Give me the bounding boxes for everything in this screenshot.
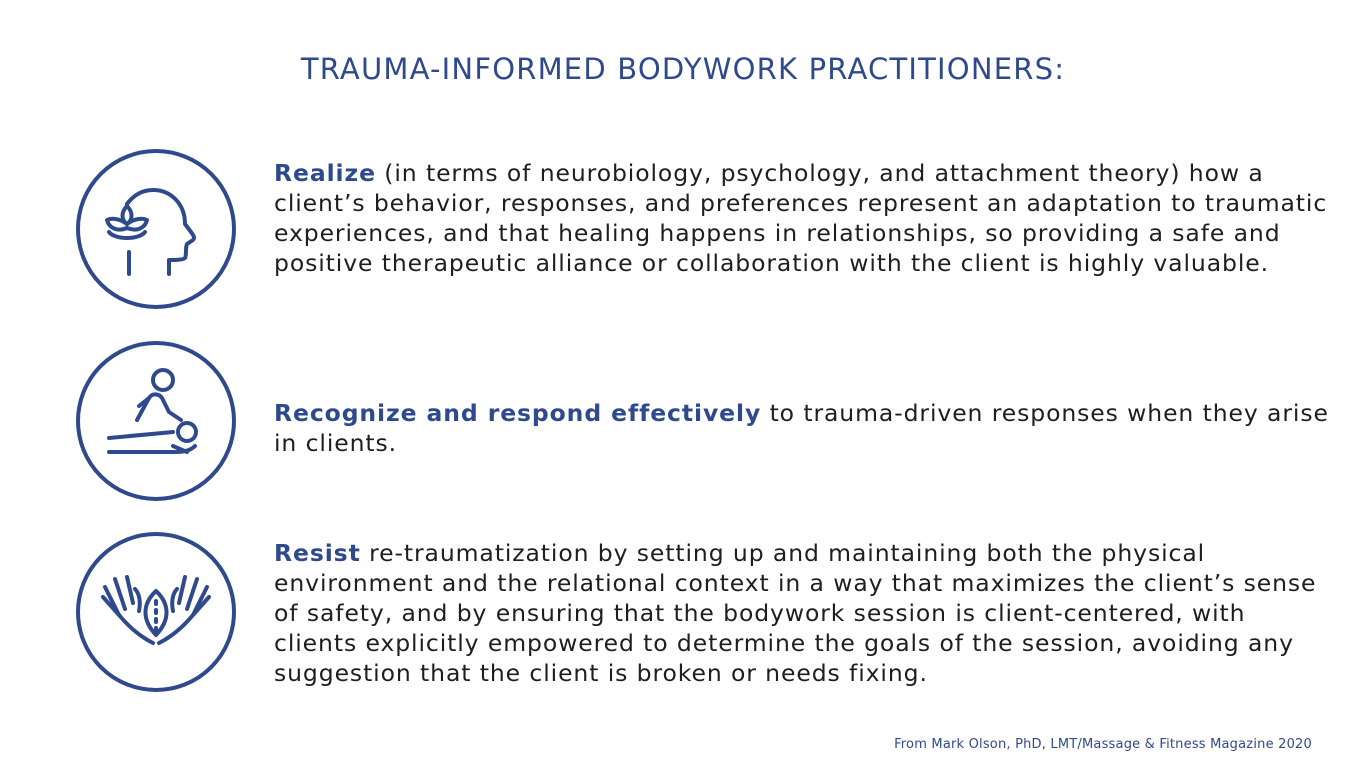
source-citation: From Mark Olson, PhD, LMT/Massage & Fitness Magazine 2020 [894,737,1312,752]
item-realize-keyword: Realize [274,159,376,187]
page-title: TRAUMA-INFORMED BODYWORK PRACTITIONERS: [300,52,1066,86]
item-realize-text [274,158,1334,278]
item-resist-body: re-traumatization by setting up and maintaining both the physical environment and the relational context in a way that maximizes the client’s sense of safety, and by ensuring that the bodywork session is client-centered, with clients explicitly empowered to determine the goals of the session, avoiding any suggestion that the client is broken or needs fixing. [274,539,1317,687]
caring-hands-icon [75,531,237,693]
item-resist-keyword: Resist [274,539,361,567]
item-recognize-body: to trauma-driven responses when they arise in clients. [274,399,1329,457]
item-recognize-keyword: Recognize and respond effectively [274,399,762,427]
item-recognize-text [274,398,1334,458]
head-lotus-icon [75,148,237,310]
massage-icon [75,340,237,502]
item-realize-body: (in terms of neurobiology, psychology, and attachment theory) how a client’s behavior, responses, and preferences represent an adaptation to traumatic experiences, and that healing happens in relationships, so providing a safe and positive therapeutic alliance or collaboration with the client is highly valuable. [274,159,1328,277]
item-resist-text [274,538,1334,688]
